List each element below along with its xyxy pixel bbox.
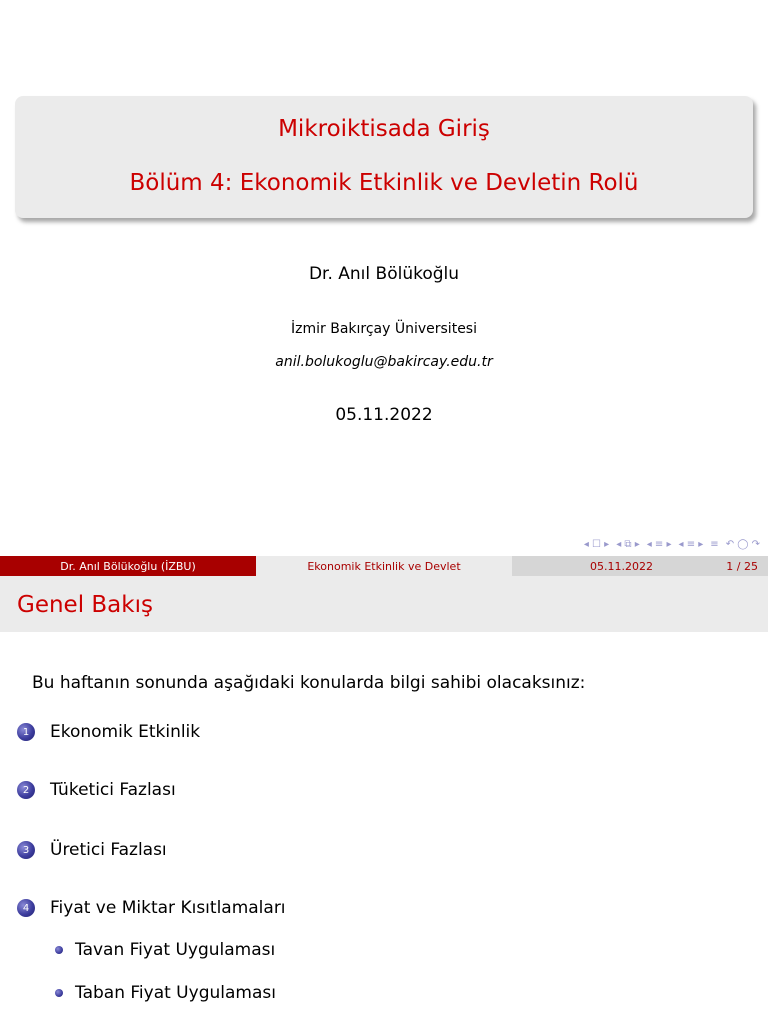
sub-list-item-label: Tavan Fiyat Uygulaması xyxy=(75,940,276,960)
nav-document-icon[interactable]: ≡ xyxy=(710,539,719,550)
list-item xyxy=(17,780,176,800)
enum-number-3-icon: 3 xyxy=(17,841,35,859)
footer-author: Dr. Anıl Bölükoğlu (İZBU) xyxy=(0,556,256,576)
nav-frame-icon[interactable]: ◂ ⧉ ▸ xyxy=(616,539,640,550)
bullet-icon xyxy=(55,989,63,997)
footline xyxy=(0,556,768,576)
list-item xyxy=(17,840,167,860)
enum-number-4-icon: 4 xyxy=(17,899,35,917)
enum-number-1-icon: 1 xyxy=(17,723,35,741)
author-email: anil.bolukoglu@bakircay.edu.tr xyxy=(275,354,493,370)
intro-text: Bu haftanın sonunda aşağıdaki konularda bilgi sahibi olacaksınız: xyxy=(32,673,586,693)
nav-slide-icon[interactable]: ◂ ☐ ▸ xyxy=(583,539,610,550)
presentation-subtitle: Bölüm 4: Ekonomik Etkinlik ve Devletin Rolü xyxy=(129,170,639,196)
footer-short-title: Ekonomik Etkinlik ve Devlet xyxy=(256,556,512,576)
frame-title: Genel Bakış xyxy=(0,576,768,632)
sub-list-item-label: Taban Fiyat Uygulaması xyxy=(75,983,276,1003)
list-item-label: Üretici Fazlası xyxy=(50,840,167,860)
sub-list-item xyxy=(55,983,276,1003)
footer-date-page xyxy=(512,556,768,576)
presentation-title: Mikroiktisada Giriş xyxy=(278,116,490,142)
institute-name: İzmir Bakırçay Üniversitesi xyxy=(291,321,477,337)
bullet-icon xyxy=(55,946,63,954)
list-item-label: Ekonomik Etkinlik xyxy=(50,722,201,742)
list-item xyxy=(17,722,200,742)
list-item-label: Fiyat ve Miktar Kısıtlamaları xyxy=(50,898,286,918)
enum-number-2-icon: 2 xyxy=(17,781,35,799)
sub-list-item xyxy=(55,940,275,960)
nav-search-icon[interactable]: ↶ ◯ ↷ xyxy=(725,539,760,550)
nav-section-icon[interactable]: ◂ ≡ ▸ xyxy=(678,539,704,550)
nav-subsection-icon[interactable]: ◂ ≡ ▸ xyxy=(646,539,672,550)
footer-date: 05.11.2022 xyxy=(590,559,653,573)
author-name: Dr. Anıl Bölükoğlu xyxy=(308,264,460,284)
list-item-label: Tüketici Fazlası xyxy=(50,780,176,800)
footer-page-number: 1 / 25 xyxy=(726,559,758,573)
presentation-date: 05.11.2022 xyxy=(335,405,433,425)
list-item xyxy=(17,898,286,918)
title-box xyxy=(15,96,753,218)
beamer-navigation-bar[interactable] xyxy=(584,538,760,552)
